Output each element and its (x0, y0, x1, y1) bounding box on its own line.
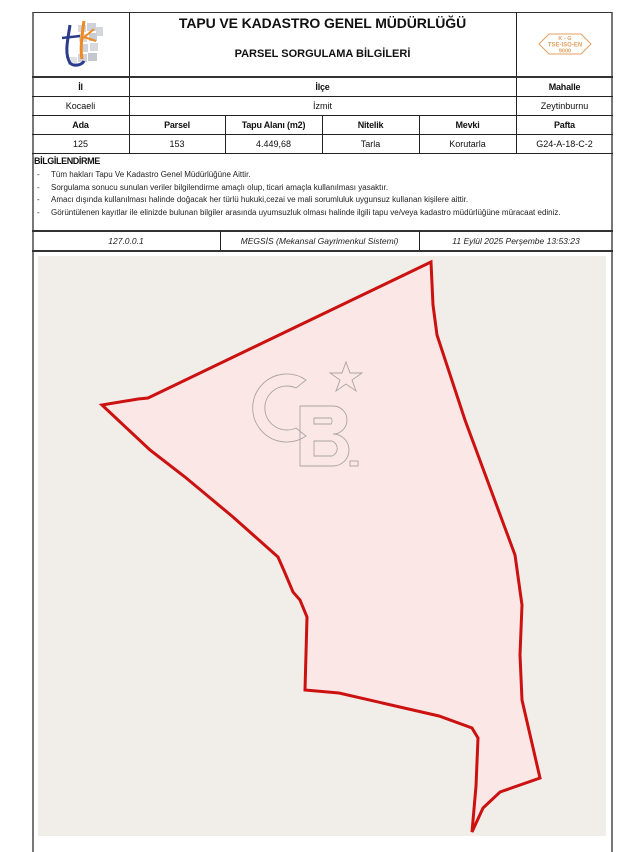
tkgm-logo-icon (58, 19, 106, 69)
header-ilce: İlçe (315, 82, 330, 92)
header-il: İl (78, 82, 83, 92)
value-il: Kocaeli (65, 100, 96, 111)
footer-datetime: 11 Eylül 2025 Perşembe 13:53:23 (452, 235, 580, 246)
header-pafta: Pafta (553, 119, 575, 130)
info-item: - Tüm hakları Tapu Ve Kadastro Genel Müdürlüğüne Aittir. (37, 170, 251, 179)
value-ilce: İzmit (313, 100, 332, 111)
iso-cert-icon (535, 29, 595, 59)
value-parsel: 153 (169, 138, 185, 149)
parcel-polygon[interactable] (102, 262, 540, 832)
info-item: - Görüntülenen kayıtlar ile elinizde bulunan bilgiler arasında uyumsuzluk olması halinde ilgili tapu ve/veya kadastro müdürlüğüne müracaat ediniz. (37, 208, 561, 218)
svg-text:TSE-ISO-EN: TSE-ISO-EN (547, 42, 582, 49)
header-ada: Ada (72, 119, 89, 130)
header-nitelik: Nitelik (357, 119, 384, 130)
info-list (36, 170, 606, 221)
info-heading: BİLGİLENDİRME (34, 156, 100, 166)
divider (129, 78, 130, 115)
header-mevki: Mevki (455, 119, 480, 130)
divider (225, 115, 226, 153)
divider (32, 153, 613, 154)
divider (516, 115, 517, 153)
parcel-map[interactable] (38, 256, 606, 836)
header-tapu-alani: Tapu Alanı (m2) (241, 119, 306, 130)
divider (129, 115, 130, 153)
value-tapu-alani: 4.449,68 (255, 138, 292, 149)
page-subtitle: PARSEL SORGULAMA BİLGİLERİ (234, 48, 411, 60)
svg-text:K - G: K - G (557, 36, 572, 42)
tkgm-logo (34, 13, 129, 75)
info-item: - Amacı dışında kullanılması halinde doğacak her türlü hukuki,cezai ve mali sorumluluk uygunsuz kullanan kişilere aittir. (37, 195, 469, 205)
value-ada: 125 (72, 138, 89, 149)
value-mevki: Korutarla (449, 138, 486, 149)
info-item: - Sorgulama sonucu sunulan veriler bilgilendirme amaçlı olup, ticari amaçla kullanılması yasaktır. (37, 182, 389, 192)
divider (322, 115, 323, 153)
parcel-map-canvas (38, 256, 606, 836)
svg-text:9000: 9000 (558, 48, 571, 55)
divider (32, 250, 613, 252)
header-mahalle: Mahalle (548, 82, 581, 92)
value-nitelik: Tarla (360, 138, 381, 149)
divider (419, 115, 420, 153)
value-pafta: G24-A-18-C-2 (536, 138, 593, 149)
footer-ip: 127.0.0.1 (108, 235, 144, 246)
divider (516, 78, 517, 115)
cert-badge (517, 13, 612, 75)
page-title: TAPU VE KADASTRO GENEL MÜDÜRLÜĞÜ (178, 15, 467, 31)
footer-system: MEGSİS (Mekansal Gayrimenkul Sistemi) (240, 235, 399, 246)
header-parsel: Parsel (164, 119, 190, 130)
value-mahalle: Zeytinburnu (540, 100, 589, 111)
